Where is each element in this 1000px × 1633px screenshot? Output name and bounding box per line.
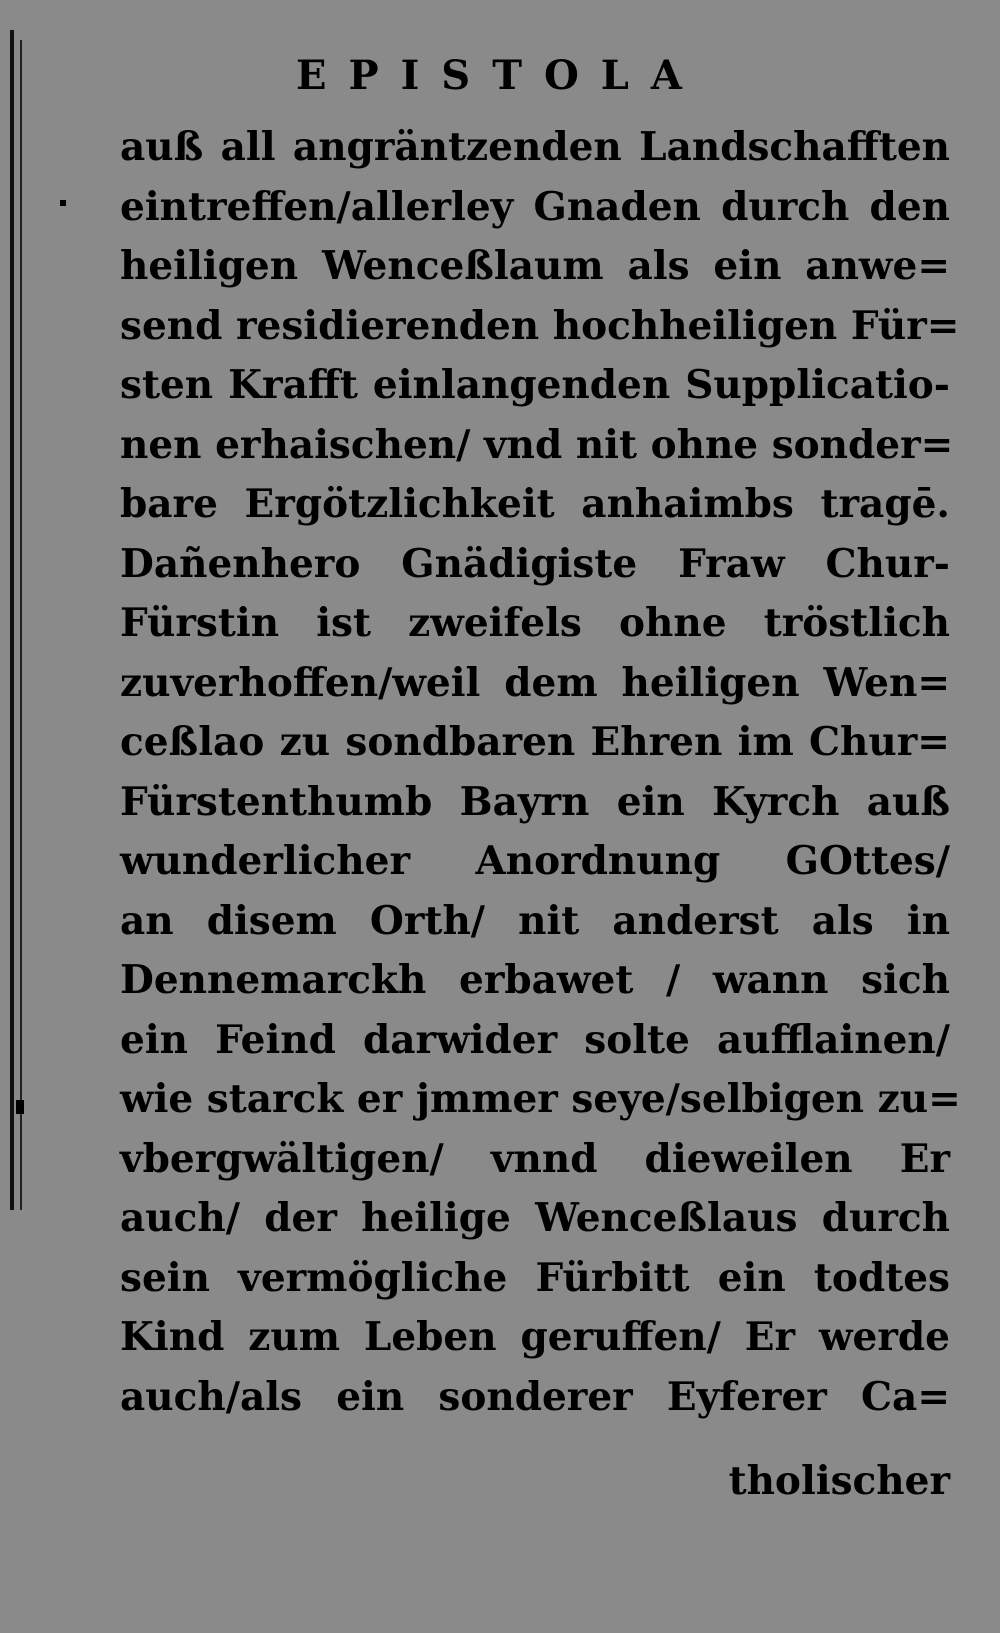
text-line: sten Krafft einlangenden Supplicatio-: [120, 362, 950, 408]
catchword: tholischer: [728, 1458, 950, 1504]
text-line: auß all angräntzenden Landschafften: [120, 124, 950, 170]
text-line: ceßlao zu sondbaren Ehren im Chur=: [120, 719, 950, 765]
text-line: Kind zum Leben geruffen/ Er werde: [120, 1314, 950, 1360]
text-line: nen erhaischen/ vnd nit ohne sonder=: [120, 421, 954, 468]
text-line: Fürstenthumb Bayrn ein Kyrch auß: [120, 778, 950, 825]
text-line: vbergwältigen/ vnnd dieweilen Er: [120, 1135, 950, 1182]
text-line: sein vermögliche Fürbitt ein todtes: [120, 1254, 950, 1301]
text-line: zuverhoffen/weil dem heiligen Wen=: [120, 659, 950, 706]
binding-edge-inner: [20, 40, 22, 1210]
margin-speck: [60, 200, 66, 206]
text-line: an disem Orth/ nit anderst als in: [120, 897, 950, 944]
running-head: EPISTOLA: [296, 52, 704, 99]
text-line: bare Ergötzlichkeit anhaimbs tragē.: [120, 481, 950, 527]
text-line: Dañenhero Gnädigiste Fraw Chur-: [120, 540, 950, 587]
text-line: Dennemarckh erbawet / wann sich: [120, 957, 950, 1003]
text-line: wunderlicher Anordnung GOttes/: [120, 838, 950, 884]
text-line: heiligen Wenceßlaum als ein anwe=: [120, 243, 950, 289]
text-line: wie starck er jmmer seye/selbigen zu=: [120, 1076, 961, 1122]
body-text: [120, 118, 961, 1427]
text-line: ein Feind darwider solte aufflainen/: [120, 1016, 950, 1063]
text-line: eintreffen/allerley Gnaden durch den: [120, 183, 950, 230]
text-line: send residierenden hochheiligen Für=: [120, 302, 960, 349]
margin-speck: [16, 1100, 24, 1114]
binding-edge: [10, 30, 14, 1210]
text-line: auch/als ein sonderer Eyferer Ca=: [120, 1373, 950, 1420]
text-line: Fürstin ist zweifels ohne tröstlich: [120, 600, 950, 646]
text-line: auch/ der heilige Wenceßlaus durch: [120, 1195, 950, 1241]
